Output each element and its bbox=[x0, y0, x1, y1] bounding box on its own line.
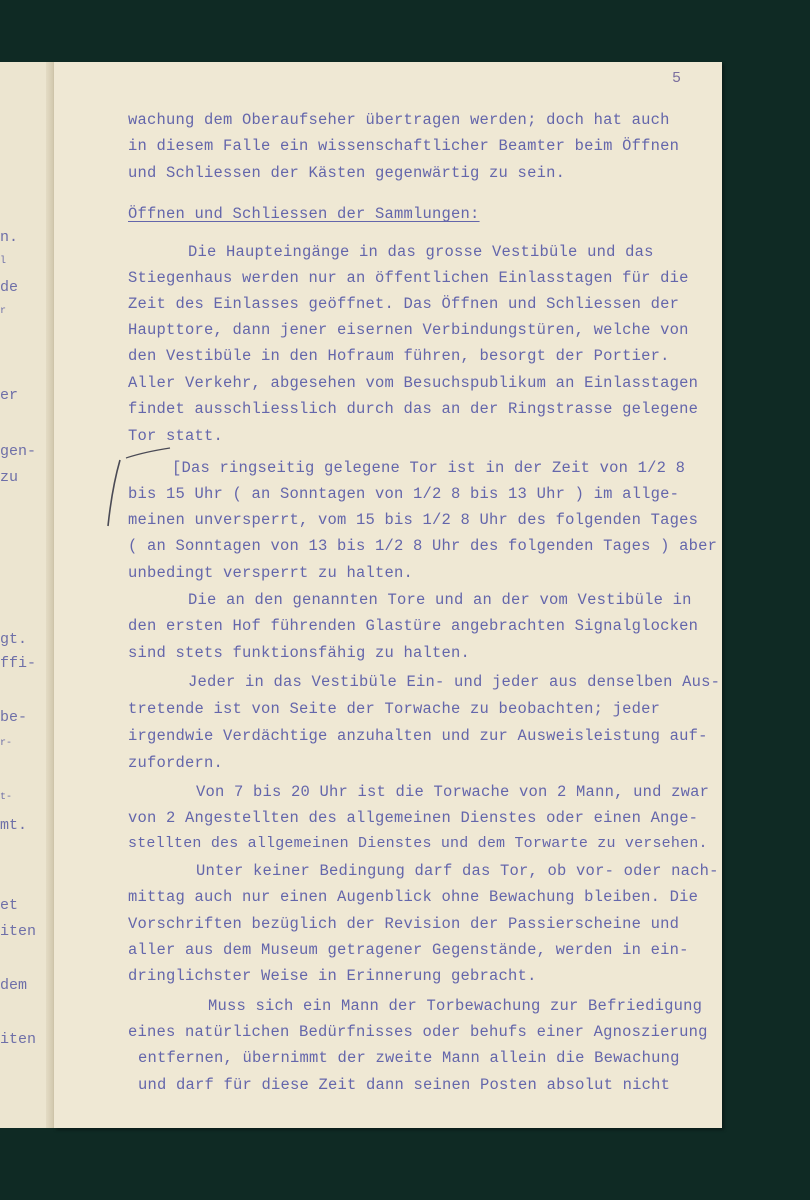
page-number: 5 bbox=[672, 70, 682, 87]
section-heading: Öffnen und Schliessen der Sammlungen: bbox=[128, 205, 480, 223]
text-line: Die Haupteingänge in das grosse Vestibüle und das bbox=[188, 243, 654, 261]
text-line: wachung dem Oberaufseher übertragen werden; doch hat auch bbox=[128, 111, 670, 129]
text-line: Aller Verkehr, abgesehen vom Besuchspublikum an Einlasstagen bbox=[128, 374, 699, 392]
text-line: Unter keiner Bedingung darf das Tor, ob vor- oder nach- bbox=[196, 862, 719, 880]
text-line: Jeder in das Vestibüle Ein- und jeder aus denselben Aus- bbox=[188, 673, 721, 691]
left-page-fragment: et bbox=[0, 897, 19, 914]
left-page-fragment: r- bbox=[0, 738, 13, 749]
left-page-fragment: be- bbox=[0, 709, 28, 726]
text-line: Haupttore, dann jener eisernen Verbindungstüren, welche von bbox=[128, 321, 689, 339]
text-line: tretende ist von Seite der Torwache zu beobachten; jeder bbox=[128, 700, 661, 718]
left-page-fragment: dem bbox=[0, 977, 28, 994]
text-line: meinen unversperrt, vom 15 bis 1/2 8 Uhr des folgenden Tages bbox=[128, 511, 699, 529]
text-line: findet ausschliesslich durch das an der Ringstrasse gelegene bbox=[128, 400, 699, 418]
left-page-fragment: mt. bbox=[0, 817, 28, 834]
text-line: Muss sich ein Mann der Torbewachung zur Befriedigung bbox=[208, 997, 703, 1015]
text-line: stellten des allgemeinen Dienstes und dem Torwarte zu versehen. bbox=[128, 835, 708, 852]
left-page-fragment: gt. bbox=[0, 631, 28, 648]
text-line: und Schliessen der Kästen gegenwärtig zu sein. bbox=[128, 164, 566, 182]
text-line: bis 15 Uhr ( an Sonntagen von 1/2 8 bis 13 Uhr ) im allge- bbox=[128, 485, 680, 503]
text-line: von 2 Angestellten des allgemeinen Dienstes oder einen Ange- bbox=[128, 809, 699, 827]
left-page-fragment: iten bbox=[0, 1031, 37, 1048]
left-page-fragment: er bbox=[0, 387, 19, 404]
left-page-fragment: r bbox=[0, 306, 7, 317]
margin-bracket-mark bbox=[104, 458, 124, 528]
left-page-fragment: ffi- bbox=[0, 655, 37, 672]
text-line: und darf für diese Zeit dann seinen Posten absolut nicht bbox=[138, 1076, 671, 1094]
text-line: sind stets funktionsfähig zu halten. bbox=[128, 644, 471, 662]
text-line: Zeit des Einlasses geöffnet. Das Öffnen und Schliessen der bbox=[128, 295, 680, 313]
text-line: eines natürlichen Bedürfnisses oder behufs einer Agnoszierung bbox=[128, 1023, 708, 1041]
text-line: Vorschriften bezüglich der Revision der Passierscheine und bbox=[128, 915, 680, 933]
text-line: Tor statt. bbox=[128, 427, 224, 445]
text-line: ( an Sonntagen von 13 bis 1/2 8 Uhr des folgenden Tages ) aber bbox=[128, 537, 718, 555]
text-line: zufordern. bbox=[128, 754, 224, 772]
left-page-fragment: n. bbox=[0, 229, 19, 246]
text-line: dringlichster Weise in Erinnerung gebracht. bbox=[128, 967, 537, 985]
text-line: unbedingt versperrt zu halten. bbox=[128, 564, 414, 582]
text-line: mittag auch nur einen Augenblick ohne Bewachung bleiben. Die bbox=[128, 888, 699, 906]
left-page-fragment: de bbox=[0, 279, 19, 296]
text-line: in diesem Falle ein wissenschaftlicher Beamter beim Öffnen bbox=[128, 137, 680, 155]
left-page-fragment: iten bbox=[0, 923, 37, 940]
left-page-fragment: zu bbox=[0, 469, 19, 486]
text-line: [Das ringseitig gelegene Tor ist in der Zeit von 1/2 8 bbox=[172, 459, 686, 477]
text-line: irgendwie Verdächtige anzuhalten und zur Ausweisleistung auf- bbox=[128, 727, 708, 745]
left-page-fragment: l bbox=[0, 256, 7, 267]
text-line: Von 7 bis 20 Uhr ist die Torwache von 2 Mann, und zwar bbox=[196, 783, 710, 801]
underline-mark bbox=[124, 446, 174, 462]
left-page-fragment: t- bbox=[0, 792, 13, 803]
text-line: Die an den genannten Tore und an der vom Vestibüle in bbox=[188, 591, 692, 609]
text-line: den ersten Hof führenden Glastüre angebrachten Signalglocken bbox=[128, 617, 699, 635]
text-line: den Vestibüle in den Hofraum führen, besorgt der Portier. bbox=[128, 347, 670, 365]
text-line: entfernen, übernimmt der zweite Mann allein die Bewachung bbox=[138, 1049, 680, 1067]
left-page-fragment: gen- bbox=[0, 443, 37, 460]
text-line: aller aus dem Museum getragener Gegenstände, werden in ein- bbox=[128, 941, 689, 959]
text-line: Stiegenhaus werden nur an öffentlichen Einlasstagen für die bbox=[128, 269, 689, 287]
